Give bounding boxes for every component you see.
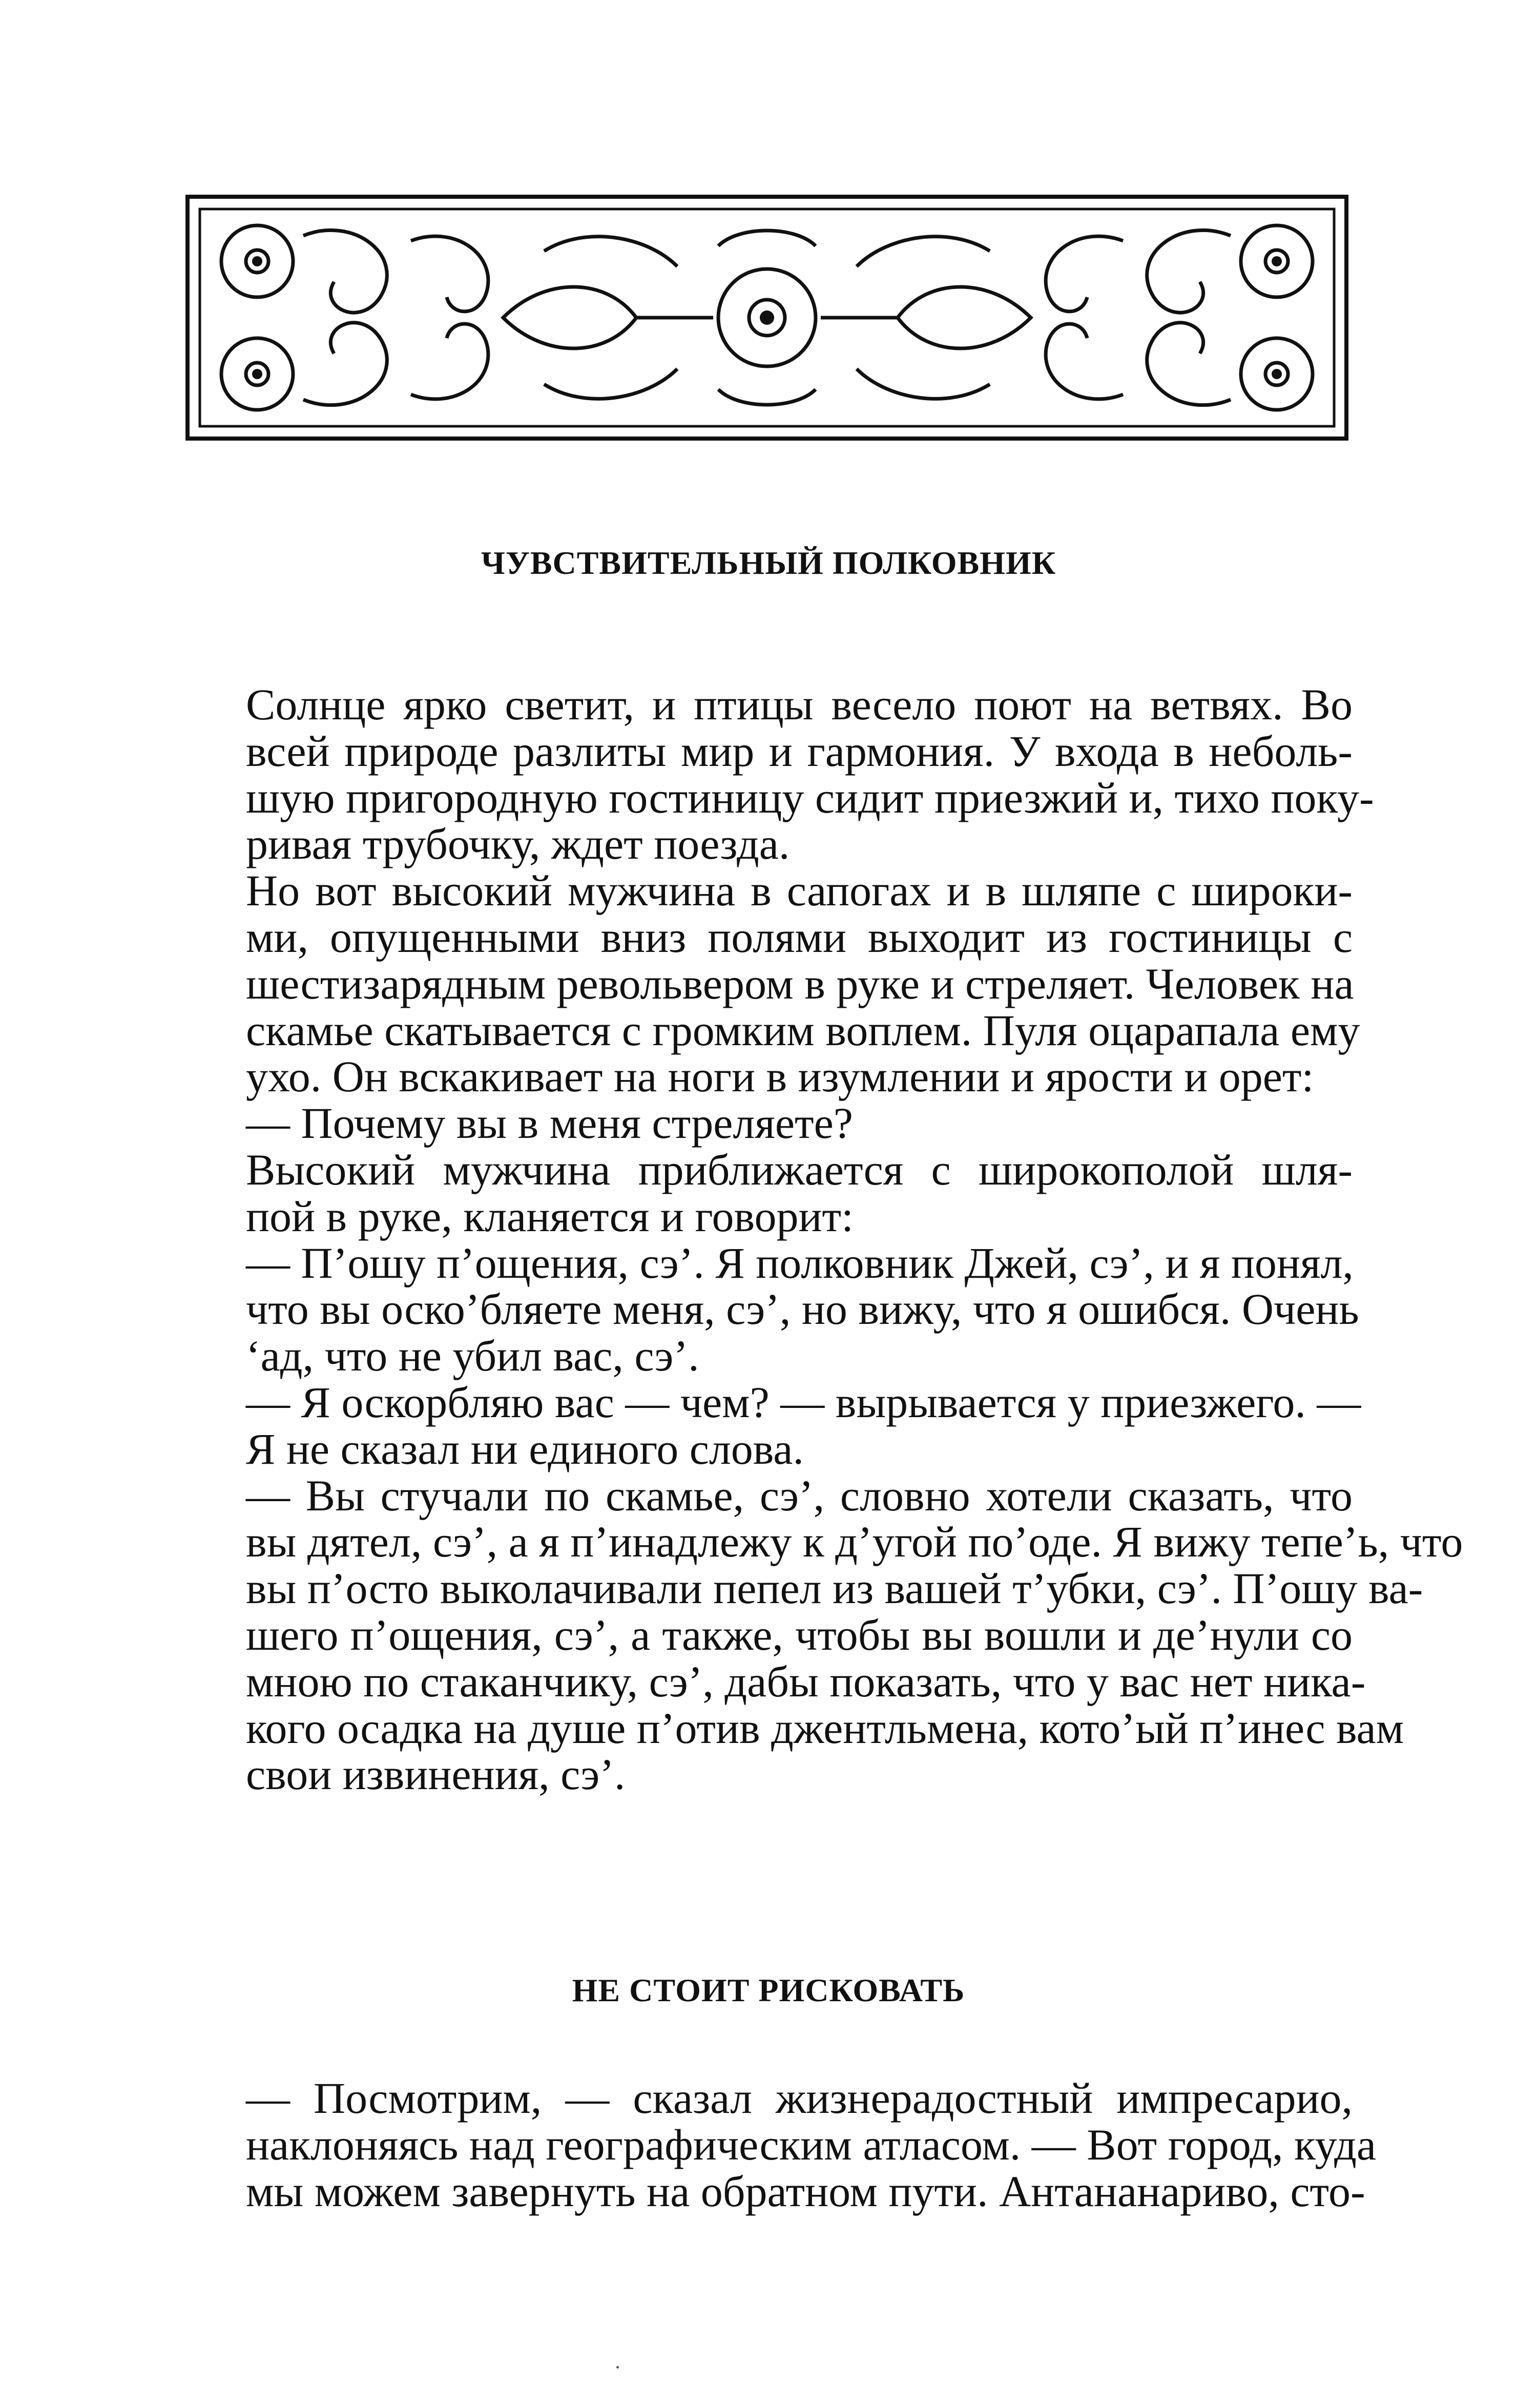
text-line: мы можем завернуть на обратном пути. Антананариво, сто-: [246, 2166, 1365, 2216]
text-line: — Почему вы в меня стреляете?: [246, 1098, 853, 1148]
text-line: Я не сказал ни единого слова.: [246, 1424, 804, 1473]
text-line: шестизарядным револьвером в руке и стреляет. Человек на: [246, 959, 1354, 1008]
text-line: ривая трубочку, ждет поезда.: [246, 819, 790, 869]
text-line: вы п’осто выколачивали пепел из вашей т’убки, сэ’. П’ошу ва-: [246, 1564, 1423, 1613]
text-line: — Я оскорбляю вас — чем? — вырывается у приезжего. —: [246, 1377, 1361, 1427]
paragraph-text: [246, 2073, 1377, 2216]
text-line: скамье скатывается с громким воплем. Пуля оцарапала ему: [246, 1005, 1360, 1055]
text-line: Но вот высокий мужчина в сапогах и в шляпе с широки-: [246, 866, 1353, 916]
text-line: мною по стаканчику, сэ’, дабы показать, что у вас нет ника-: [246, 1656, 1366, 1706]
text-line: ми, опущенными вниз полями выходит из гостиницы с: [246, 912, 1353, 962]
text-line: — Посмотрим, — сказал жизнерадостный импресарио,: [246, 2073, 1353, 2123]
paragraph-text: [246, 680, 1463, 1799]
text-line: вы дятел, сэ’, а я п’инадлежу к д’угой по’оде. Я вижу тепе’ь, что: [246, 1517, 1463, 1567]
story-title-not-worth-risk: НЕ СТОИТ РИСКОВАТЬ: [572, 1972, 965, 2008]
text-line: пой в руке, кланяется и говорит:: [246, 1191, 854, 1241]
text-line: — П’ошу п’ощения, сэ’. Я полковник Джей, сэ’, и я понял,: [246, 1238, 1354, 1288]
text-line: Высокий мужчина приближается с широкополой шля-: [246, 1145, 1353, 1194]
story-body-sensitive-colonel: [246, 680, 1463, 1799]
text-line: шую пригородную гостиницу сидит приезжий и, тихо поку-: [246, 773, 1374, 822]
text-line: Солнце ярко светит, и птицы весело поют на ветвях. Во: [246, 680, 1353, 729]
text-line: кого осадка на душе п’отив джентльмена, кото’ый п’инес вам: [246, 1703, 1404, 1753]
text-line: всей природе разлиты мир и гармония. У входа в неболь-: [246, 726, 1353, 776]
ornamental-header-border: [185, 195, 1348, 441]
page-speck: [616, 2366, 619, 2369]
text-line: шего п’ощения, сэ’, а также, чтобы вы вошли и де’нули со: [246, 1610, 1353, 1659]
text-line: наклоняясь над географическим атласом. — Вот город, куда: [246, 2120, 1377, 2169]
text-line: ухо. Он вскакивает на ноги в изумлении и ярости и орет:: [246, 1052, 1314, 1102]
text-line: что вы оско’бляете меня, сэ’, но вижу, что я ошибся. Очень: [246, 1284, 1359, 1334]
story-body-not-worth-risk: [246, 2073, 1377, 2216]
text-line: свои извинения, сэ’.: [246, 1750, 626, 1799]
story-title-sensitive-colonel: ЧУВСТВИТЕЛЬНЫЙ ПОЛКОВНИК: [481, 545, 1056, 581]
text-line: ‘ад, что не убил вас, сэ’.: [246, 1331, 699, 1381]
text-line: — Вы стучали по скамье, сэ’, словно хотели сказать, что: [246, 1470, 1353, 1520]
